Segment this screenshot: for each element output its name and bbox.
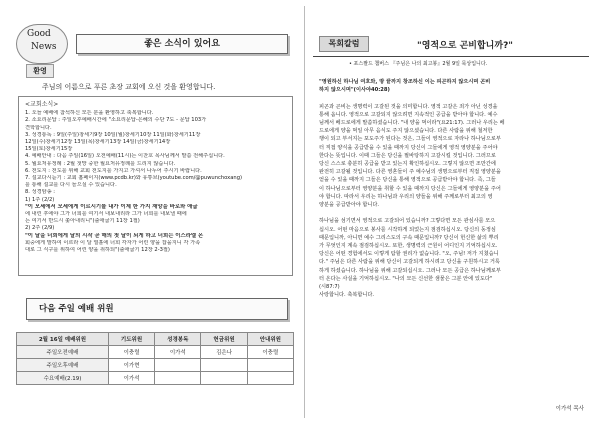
table-cell: 이가석 [155,346,201,359]
column-line: 피곤과 곤비는 생명력이 고갈된 것을 의미합니다. 영적 고갈은 죄가 아닌 성경을 [319,103,498,110]
table-cell: 수요예배(2.19) [17,372,109,385]
church-news-line: 5. 월요처유정례 : 2월 첫망 중한 월요처유정례를 드리지 않습니다. [25,160,176,167]
column-line: 드로에게 양을 먹일 아무 음식도 주지 않으셨습니다. 다른 사람을 위해 철저한 [319,128,493,135]
column-title: "영적으로 곤비합니까?" [417,41,513,51]
church-news-line: 8. 성경암송 : [25,189,56,196]
column-line: 얻을 수 있을 때까지 그들은 당신을 통해 영적으로 공급받아야 합니다. 즉, 그들 [319,177,496,184]
column-line: 때문입니까, 아니면 예수 그리스도의 구속 때문입니까? 당신이 헌신한 삶의 뿌리 [319,234,499,241]
column-line: 하지 않으시며"(이사야40:28) [319,87,390,94]
table-cell [155,359,201,372]
table-cell: 이충렬 [247,346,293,359]
column-line: 하게 하셨습니다. 하나님을 위해 고갈되십시오. 그러나 모든 공급은 하나님께로부 [319,267,501,274]
church-news-line: 6. 전도지 : 전도를 위해 교회 전도지를 가지고 가셔서 나누어 주시기 바랍니다. [25,167,202,174]
table-cell [201,359,247,372]
church-news-line: 에 내린 후에야 그가 너희를 여기서 내보내리라 그가 너희를 내보낼 때에 [25,211,187,218]
church-news-line: 1. 오늘 예배에 참석하신 모든 분을 환영하고 축복합니다. [25,110,154,117]
welcome-text: 주님의 이름으로 푸른 초장 교회에 오신 것을 환영합니다. [42,83,216,91]
left-column [6,6,296,418]
column-divider [313,56,589,57]
column-source: • 포스팔드 챔버스 『주님은 나의 최고봉』2월 9일 묵상입니다. [349,61,488,67]
church-news-line: 1) 1주 (2/2) [25,196,55,203]
church-news-line: 15일(토)창세기15장 [25,146,73,153]
church-news-line: 회중에게 말하여 이르라 이 달 열흘에 너희 각자가 어린 양을 잡을지니 각 가족 [25,239,201,246]
church-news-line: 3. 성경통독 : 9일(주일)창세기9장 10일(월)창세기10장 11일(화)창세기11장 [25,131,201,138]
column-line: "영원하신 하나님 여호와, 땅 끝까지 창조하신 이는 피곤하지 않으시며 곤비 [319,79,491,85]
column-line: 야 합니다. 따라서 우리는 하나님과 우리의 양들을 위해 주께로부터 최고의 영 [319,193,493,200]
table-header-cell: 안내위원 [247,333,293,346]
column-line: 당신 스스로 충분히 공급을 받고 있는지 확인하십시오. 그렇지 않으면 조만간에 [319,161,496,168]
table-row [17,372,294,385]
church-news-line: "이 모세에서 모세에게 이르시기를 내가 이제 한 가지 재앙을 바로와 애굽 [25,203,198,210]
church-news-line: 4. 예배안내 : 다음 주일(16일) 오전예배(11시)는 이찬호 목사님께서 말씀 전해주십니다. [25,153,225,160]
column-line: 사랑합니다. 축복합니다. [319,292,375,299]
table-cell: 이충렬 [108,346,154,359]
logo-line-2: News [31,42,57,52]
column-line: 십시오. 어떤 마음으로 봉사를 시작하게 되었는지 점검하십시오. 당신의 동정심 [319,226,496,233]
table-cell: 이가석 [108,372,154,385]
column-line: 다." 주님은 다른 사람을 위해 당신이 고갈되게 하시려고 당신을 구원하시고 거룩 [319,259,500,266]
table-row [17,346,294,359]
column-line: 양분을 공급받아야 합니다. [319,202,380,209]
logo-line-1: Good [27,29,51,39]
column-line: 한다는 뜻입니다. 이때 그들은 당신을 필바탕하지 고갈시킬 것입니다. 그러므로 [319,152,496,159]
column-line: 이 하나님으로부터 영양분을 취할 수 있을 때까지 당신은 그들에게 영양분을 주어 [319,185,501,192]
column-line: 터 온다는 사실을 기억하십시오. "나의 모든 신선한 샘물은 그분 안에 있도다" [319,275,493,282]
church-news-box [18,96,293,276]
column-line: 가 무엇인지 계속 점검하십시오. 또한, 생명력의 근원이 어디인지 기억하십시오. [319,243,498,250]
next-week-banner: 다음 주일 예배 위원 [26,298,288,320]
column-line [319,94,591,102]
table-cell: 이가현 [108,359,154,372]
column-body [319,78,591,299]
church-news-line: "이 달을 너희에게 달의 시작 곧 해의 첫 달이 되게 하고 너희는 이스라엘 온 [25,232,204,239]
column-line: 행이 되고 부서지는 포도주가 된다는 것은, 그들이 영적으로 자라나 하나님으로부 [319,136,501,143]
column-line: 완전히 고갈될 것입니다. 다른 영혼들이 주 예수님의 생명으로부터 직접 영양분을 [319,169,501,176]
table-cell [247,372,293,385]
table-cell [155,372,201,385]
table-header-cell: 2월 16일 예배위원 [17,333,109,346]
right-column [304,6,594,418]
church-news-line: 2) 2주 (2/9) [25,225,55,232]
column-line [319,209,591,217]
column-line: 통해 옵니다. 영적으로 고갈되지 않으려면 지속적인 공급을 받아야 합니다. 예수 [319,111,498,118]
church-news-heading: <교회소식> [25,101,59,108]
church-news-list [25,110,286,254]
table-cell: 주일오전예배 [17,346,109,359]
table-cell: 김은나 [201,346,247,359]
column-line: 님께서 베드로에게 말씀하셨습니다. "내 양을 먹이라"(요21:17). 그러나 우리는 베 [319,120,505,127]
column-line: 하나님을 섬기면서 영적으로 고갈되어 있습니까? 그렇다면 모든 관심사를 모으 [319,218,496,225]
church-news-line: 2. 소요리문답 : 주일오후예배시간에 "소요리문답-은혜의 수단 7도 - 문답 103가 [25,117,207,124]
column-tag: 목회칼럼 [319,36,369,52]
church-news-line: 는 여기서 반드시 쫓아내리니"(출애굽기 11장 1절) [25,218,140,225]
table-header-cell: 기도위원 [108,333,154,346]
church-news-line: 를 통해 설교를 다시 들으실 수 있습니다. [25,182,117,189]
church-news-line: 대로 그 식구를 위하여 어린 양을 취하되"(출애굽기 12장 2-3절) [25,247,170,254]
table-cell: 주일오후예배 [17,359,109,372]
column-line: 당신은 어떤 경험에서도 이렇게 탐할 권리가 없습니다. "오, 주님! 저가 지쳤습니 [319,251,499,258]
column-line: (시87:7) [319,284,340,291]
church-news-line: 12일(수)창세기12장 13일(목)창세기13장 14일(금)창세기14장 [25,139,171,146]
table-header-cell: 성경봉독 [155,333,201,346]
column-line: 터 직접 양식을 공급받을 수 있을 때까지 당신이 그들에게 영적 영양분을 주어야 [319,144,498,151]
news-banner: 좋은 소식이 있어요 [76,34,288,54]
table-cell [247,359,293,372]
good-news-logo [16,24,68,64]
column-author: 이가석 목사 [555,406,584,412]
worship-committee-table [16,332,294,385]
table-cell [201,372,247,385]
welcome-tag: 환영 [26,64,54,78]
church-news-line: 7. 설교다시듣기 : 교회 홈페이지(www.pcdb.kr)와 유튜브(youtube.com/@puwunchoxang) [25,175,243,182]
table-row [17,359,294,372]
church-news-line: 견학합니다. [25,124,52,131]
table-header-cell: 헌금위원 [201,333,247,346]
